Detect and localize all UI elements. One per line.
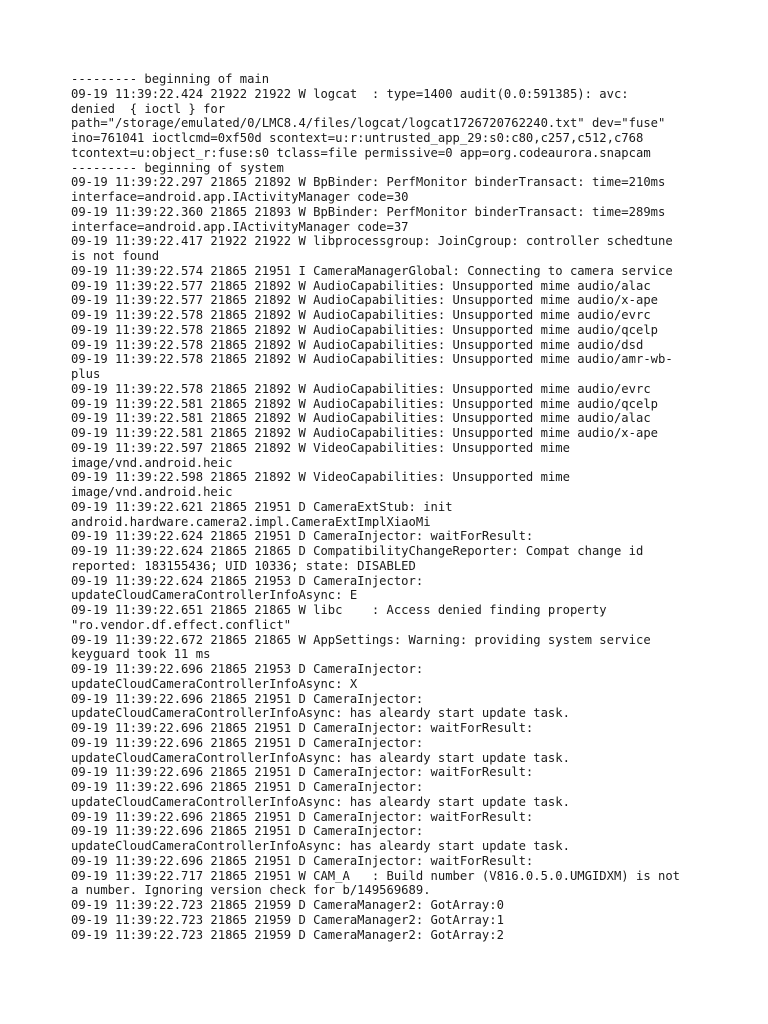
log-line: is not found: [71, 249, 160, 263]
log-line: 09-19 11:39:22.598 21865 21892 W VideoCapabilities: Unsupported mime: [71, 470, 570, 485]
log-line: path="/storage/emulated/0/LMC8.4/files/logcat/logcat1726720762240.txt" dev="fuse": [71, 116, 666, 131]
log-line: 09-19 11:39:22.696 21865 21953 D CameraInjector:: [71, 662, 424, 676]
log-line: updateCloudCameraControllerInfoAsync: has aleardy start update task.: [71, 839, 570, 853]
log-line: 09-19 11:39:22.578 21865 21892 W AudioCapabilities: Unsupported mime audio/qcelp: [71, 322, 658, 337]
logcat-document: [71, 72, 751, 942]
log-line: updateCloudCameraControllerInfoAsync: X: [71, 676, 358, 691]
log-line: 09-19 11:39:22.696 21865 21951 D CameraInjector:: [71, 824, 424, 839]
log-line: 09-19 11:39:22.696 21865 21951 D CameraInjector: waitForResult:: [71, 809, 534, 824]
log-line: 09-19 11:39:22.424 21922 21922 W logcat : type=1400 audit(0.0:591385): avc:: [71, 86, 629, 101]
log-line: 09-19 11:39:22.597 21865 21892 W VideoCapabilities: Unsupported mime: [71, 440, 570, 455]
log-line: 09-19 11:39:22.578 21865 21892 W AudioCapabilities: Unsupported mime audio/dsd: [71, 337, 644, 352]
log-line: 09-19 11:39:22.578 21865 21892 W AudioCapabilities: Unsupported mime audio/evrc: [71, 381, 651, 396]
log-line: 09-19 11:39:22.624 21865 21951 D CameraInjector: waitForResult:: [71, 529, 534, 544]
log-line: 09-19 11:39:22.723 21865 21959 D CameraManager2: GotArray:0: [71, 898, 504, 912]
log-line: updateCloudCameraControllerInfoAsync: has aleardy start update task.: [71, 750, 570, 765]
log-line: plus: [71, 367, 101, 381]
log-line: keyguard took 11 ms: [71, 647, 211, 662]
log-line: 09-19 11:39:22.624 21865 21865 D CompatibilityChangeReporter: Compat change id: [71, 544, 644, 558]
log-line: updateCloudCameraControllerInfoAsync: has aleardy start update task.: [71, 794, 570, 809]
log-line: 09-19 11:39:22.297 21865 21892 W BpBinder: PerfMonitor binderTransact: time=210ms: [71, 175, 666, 190]
log-line: interface=android.app.IActivityManager code=30: [71, 190, 409, 204]
log-line: --------- beginning of main: [71, 72, 270, 86]
log-line: ino=761041 ioctlcmd=0xf50d scontext=u:r:untrusted_app_29:s0:c80,c257,c512,c768: [71, 131, 644, 145]
log-line: tcontext=u:object_r:fuse:s0 tclass=file permissive=0 app=org.codeaurora.snapcam: [71, 145, 651, 160]
log-line: 09-19 11:39:22.578 21865 21892 W AudioCapabilities: Unsupported mime audio/amr-wb-: [71, 352, 673, 367]
log-line: 09-19 11:39:22.581 21865 21892 W AudioCapabilities: Unsupported mime audio/qcelp: [71, 396, 658, 411]
log-line: interface=android.app.IActivityManager code=37: [71, 219, 409, 234]
log-line: 09-19 11:39:22.624 21865 21953 D CameraInjector:: [71, 573, 424, 588]
log-line: 09-19 11:39:22.696 21865 21951 D CameraInjector: waitForResult:: [71, 721, 534, 735]
log-line: 09-19 11:39:22.723 21865 21959 D CameraManager2: GotArray:2: [71, 927, 504, 942]
log-line: image/vnd.android.heic: [71, 455, 233, 470]
log-line: 09-19 11:39:22.696 21865 21951 D CameraInjector:: [71, 691, 424, 706]
log-line: 09-19 11:39:22.577 21865 21892 W AudioCapabilities: Unsupported mime audio/x-ape: [71, 293, 658, 308]
log-line: denied { ioctl } for: [71, 101, 226, 116]
log-line: 09-19 11:39:22.696 21865 21951 D CameraInjector:: [71, 735, 424, 750]
log-line: 09-19 11:39:22.581 21865 21892 W AudioCapabilities: Unsupported mime audio/alac: [71, 411, 651, 426]
log-line: 09-19 11:39:22.717 21865 21951 W CAM_A : Build number (V816.0.5.0.UMGIDXM) is not: [71, 868, 681, 883]
log-line: a number. Ignoring version check for b/149569689.: [71, 883, 431, 898]
log-line: 09-19 11:39:22.696 21865 21951 D CameraInjector:: [71, 780, 424, 794]
log-line: updateCloudCameraControllerInfoAsync: E: [71, 588, 358, 603]
log-line: reported: 183155436; UID 10336; state: DISABLED: [71, 558, 416, 573]
log-line: 09-19 11:39:22.723 21865 21959 D CameraManager2: GotArray:1: [71, 912, 504, 927]
log-line: updateCloudCameraControllerInfoAsync: has aleardy start update task.: [71, 706, 570, 721]
log-line: 09-19 11:39:22.574 21865 21951 I CameraManagerGlobal: Connecting to camera service: [71, 263, 673, 278]
log-line: 09-19 11:39:22.360 21865 21893 W BpBinder: PerfMonitor binderTransact: time=289ms: [71, 204, 666, 219]
log-line: --------- beginning of system: [71, 160, 284, 175]
log-line: 09-19 11:39:22.696 21865 21951 D CameraInjector: waitForResult:: [71, 765, 534, 780]
log-line: image/vnd.android.heic: [71, 485, 233, 499]
log-line: 09-19 11:39:22.578 21865 21892 W AudioCapabilities: Unsupported mime audio/evrc: [71, 308, 651, 322]
log-line: 09-19 11:39:22.651 21865 21865 W libc : Access denied finding property: [71, 603, 607, 617]
log-line: 09-19 11:39:22.696 21865 21951 D CameraInjector: waitForResult:: [71, 853, 534, 868]
log-line: 09-19 11:39:22.672 21865 21865 W AppSettings: Warning: providing system service: [71, 632, 651, 647]
log-line: android.hardware.camera2.impl.CameraExtImplXiaoMi: [71, 514, 431, 529]
log-line: 09-19 11:39:22.581 21865 21892 W AudioCapabilities: Unsupported mime audio/x-ape: [71, 426, 658, 440]
log-line: 09-19 11:39:22.577 21865 21892 W AudioCapabilities: Unsupported mime audio/alac: [71, 278, 651, 293]
log-line: 09-19 11:39:22.417 21922 21922 W libprocessgroup: JoinCgroup: controller schedtune: [71, 234, 673, 249]
log-line: "ro.vendor.df.effect.conflict": [71, 617, 292, 632]
log-line: 09-19 11:39:22.621 21865 21951 D CameraExtStub: init: [71, 499, 453, 514]
